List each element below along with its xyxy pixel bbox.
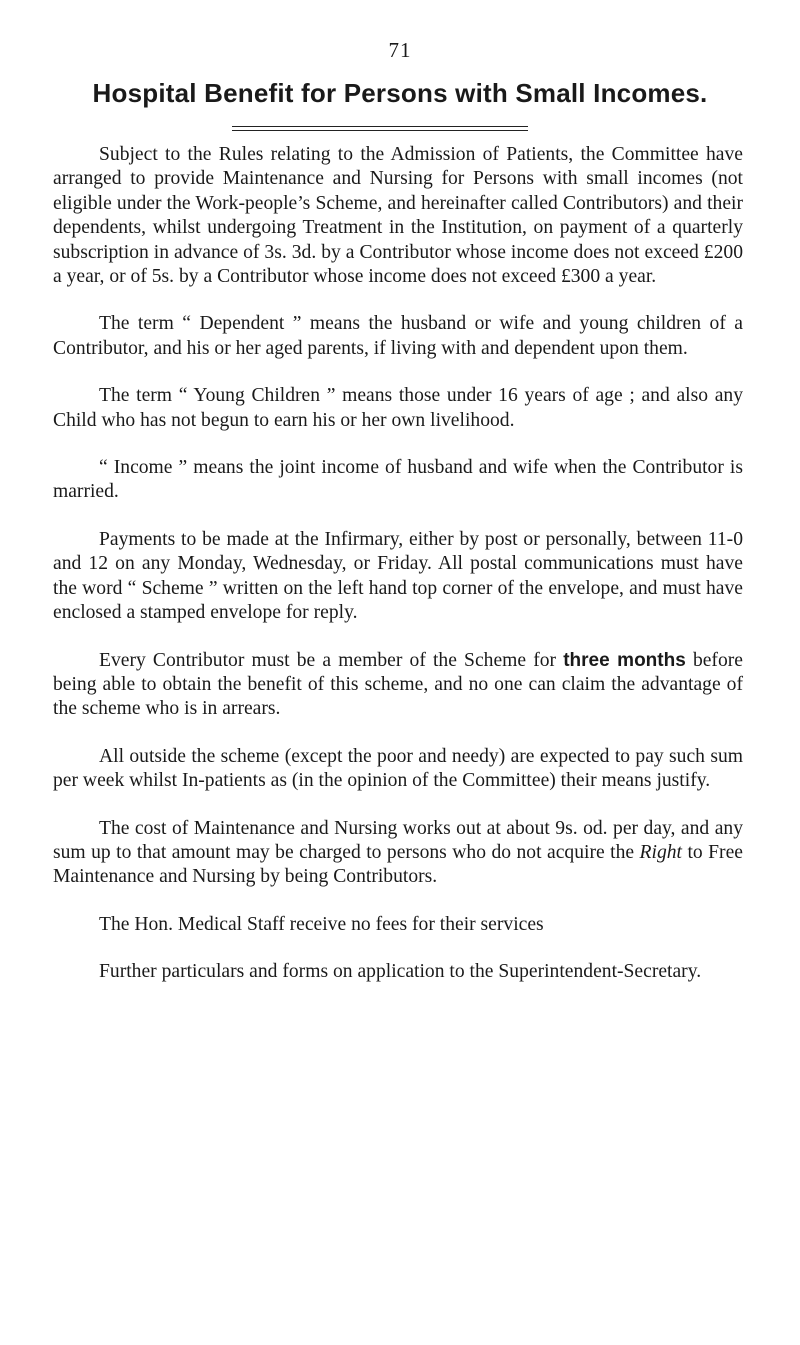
title-rule-bottom: [232, 130, 528, 131]
paragraph-admission: Subject to the Rules relating to the Admission of Patients, the Committee have arranged to provide Maintenance and Nursing for Persons with small incomes (not eligible under the Work-people’s Scheme, and hereinafter called Contributors) and their dependents, whilst undergoing Treatment in the Institution, on payment of a quarterly subscription in advance of 3s. 3d. by a Contributor whose income does not exceed £200 a year, or of 5s. by a Contributor whose income does not exceed £300 a year.: [53, 144, 743, 288]
title-rule-top: [232, 126, 528, 127]
page-title: Hospital Benefit for Persons with Small Incomes.: [92, 78, 708, 108]
paragraph-young-children-definition: The term “ Young Children ” means those under 16 years of age ; and also any Child who has not begun to earn his or her own livelihood.: [53, 385, 743, 431]
document-body: [53, 143, 743, 1008]
paragraph-payments: Payments to be made at the Infirmary, either by post or personally, between 11-0 and 12 on any Monday, Wednesday, or Friday. All postal communications must have the word “ Scheme ” written on the left hand top corner of the envelope, and must have enclosed a stamped envelope for reply.: [53, 528, 743, 624]
cost-text-start: The cost of Maintenance and Nursing works out at about 9s. od. per day, and any sum up to that amount may be charged to persons who do not acquire the: [53, 817, 743, 863]
cost-text-end: to Free Maintenance and Nursing by being Contributors.: [53, 841, 743, 888]
paragraph-outside-scheme: All outside the scheme (except the poor and needy) are expected to pay such sum per week whilst In-patients as (in the opinion of the Committee) their means justify.: [53, 745, 743, 792]
paragraph-cost: [53, 817, 743, 890]
membership-text-start: Every Contributor must be a member of the Scheme for: [99, 649, 557, 671]
paragraph-dependent-definition: The term “ Dependent ” means the husband or wife and young children of a Contributor, and his or her aged parents, if living with and dependent upon them.: [53, 313, 743, 359]
paragraph-medical-staff: The Hon. Medical Staff receive no fees for their services: [99, 913, 544, 935]
page-number: 71: [388, 38, 412, 62]
paragraph-income-definition: “ Income ” means the joint income of husband and wife when the Contributor is married.: [53, 457, 743, 503]
cost-emphasis: Right: [639, 841, 682, 863]
membership-emphasis: three months: [563, 649, 686, 671]
membership-text-end: before being able to obtain the benefit of this scheme, and no one can claim the advantage of the scheme who is in arrears.: [53, 649, 743, 720]
paragraph-membership: [53, 649, 743, 722]
paragraph-further-particulars: Further particulars and forms on application to the Superintendent-Secretary.: [99, 961, 702, 983]
